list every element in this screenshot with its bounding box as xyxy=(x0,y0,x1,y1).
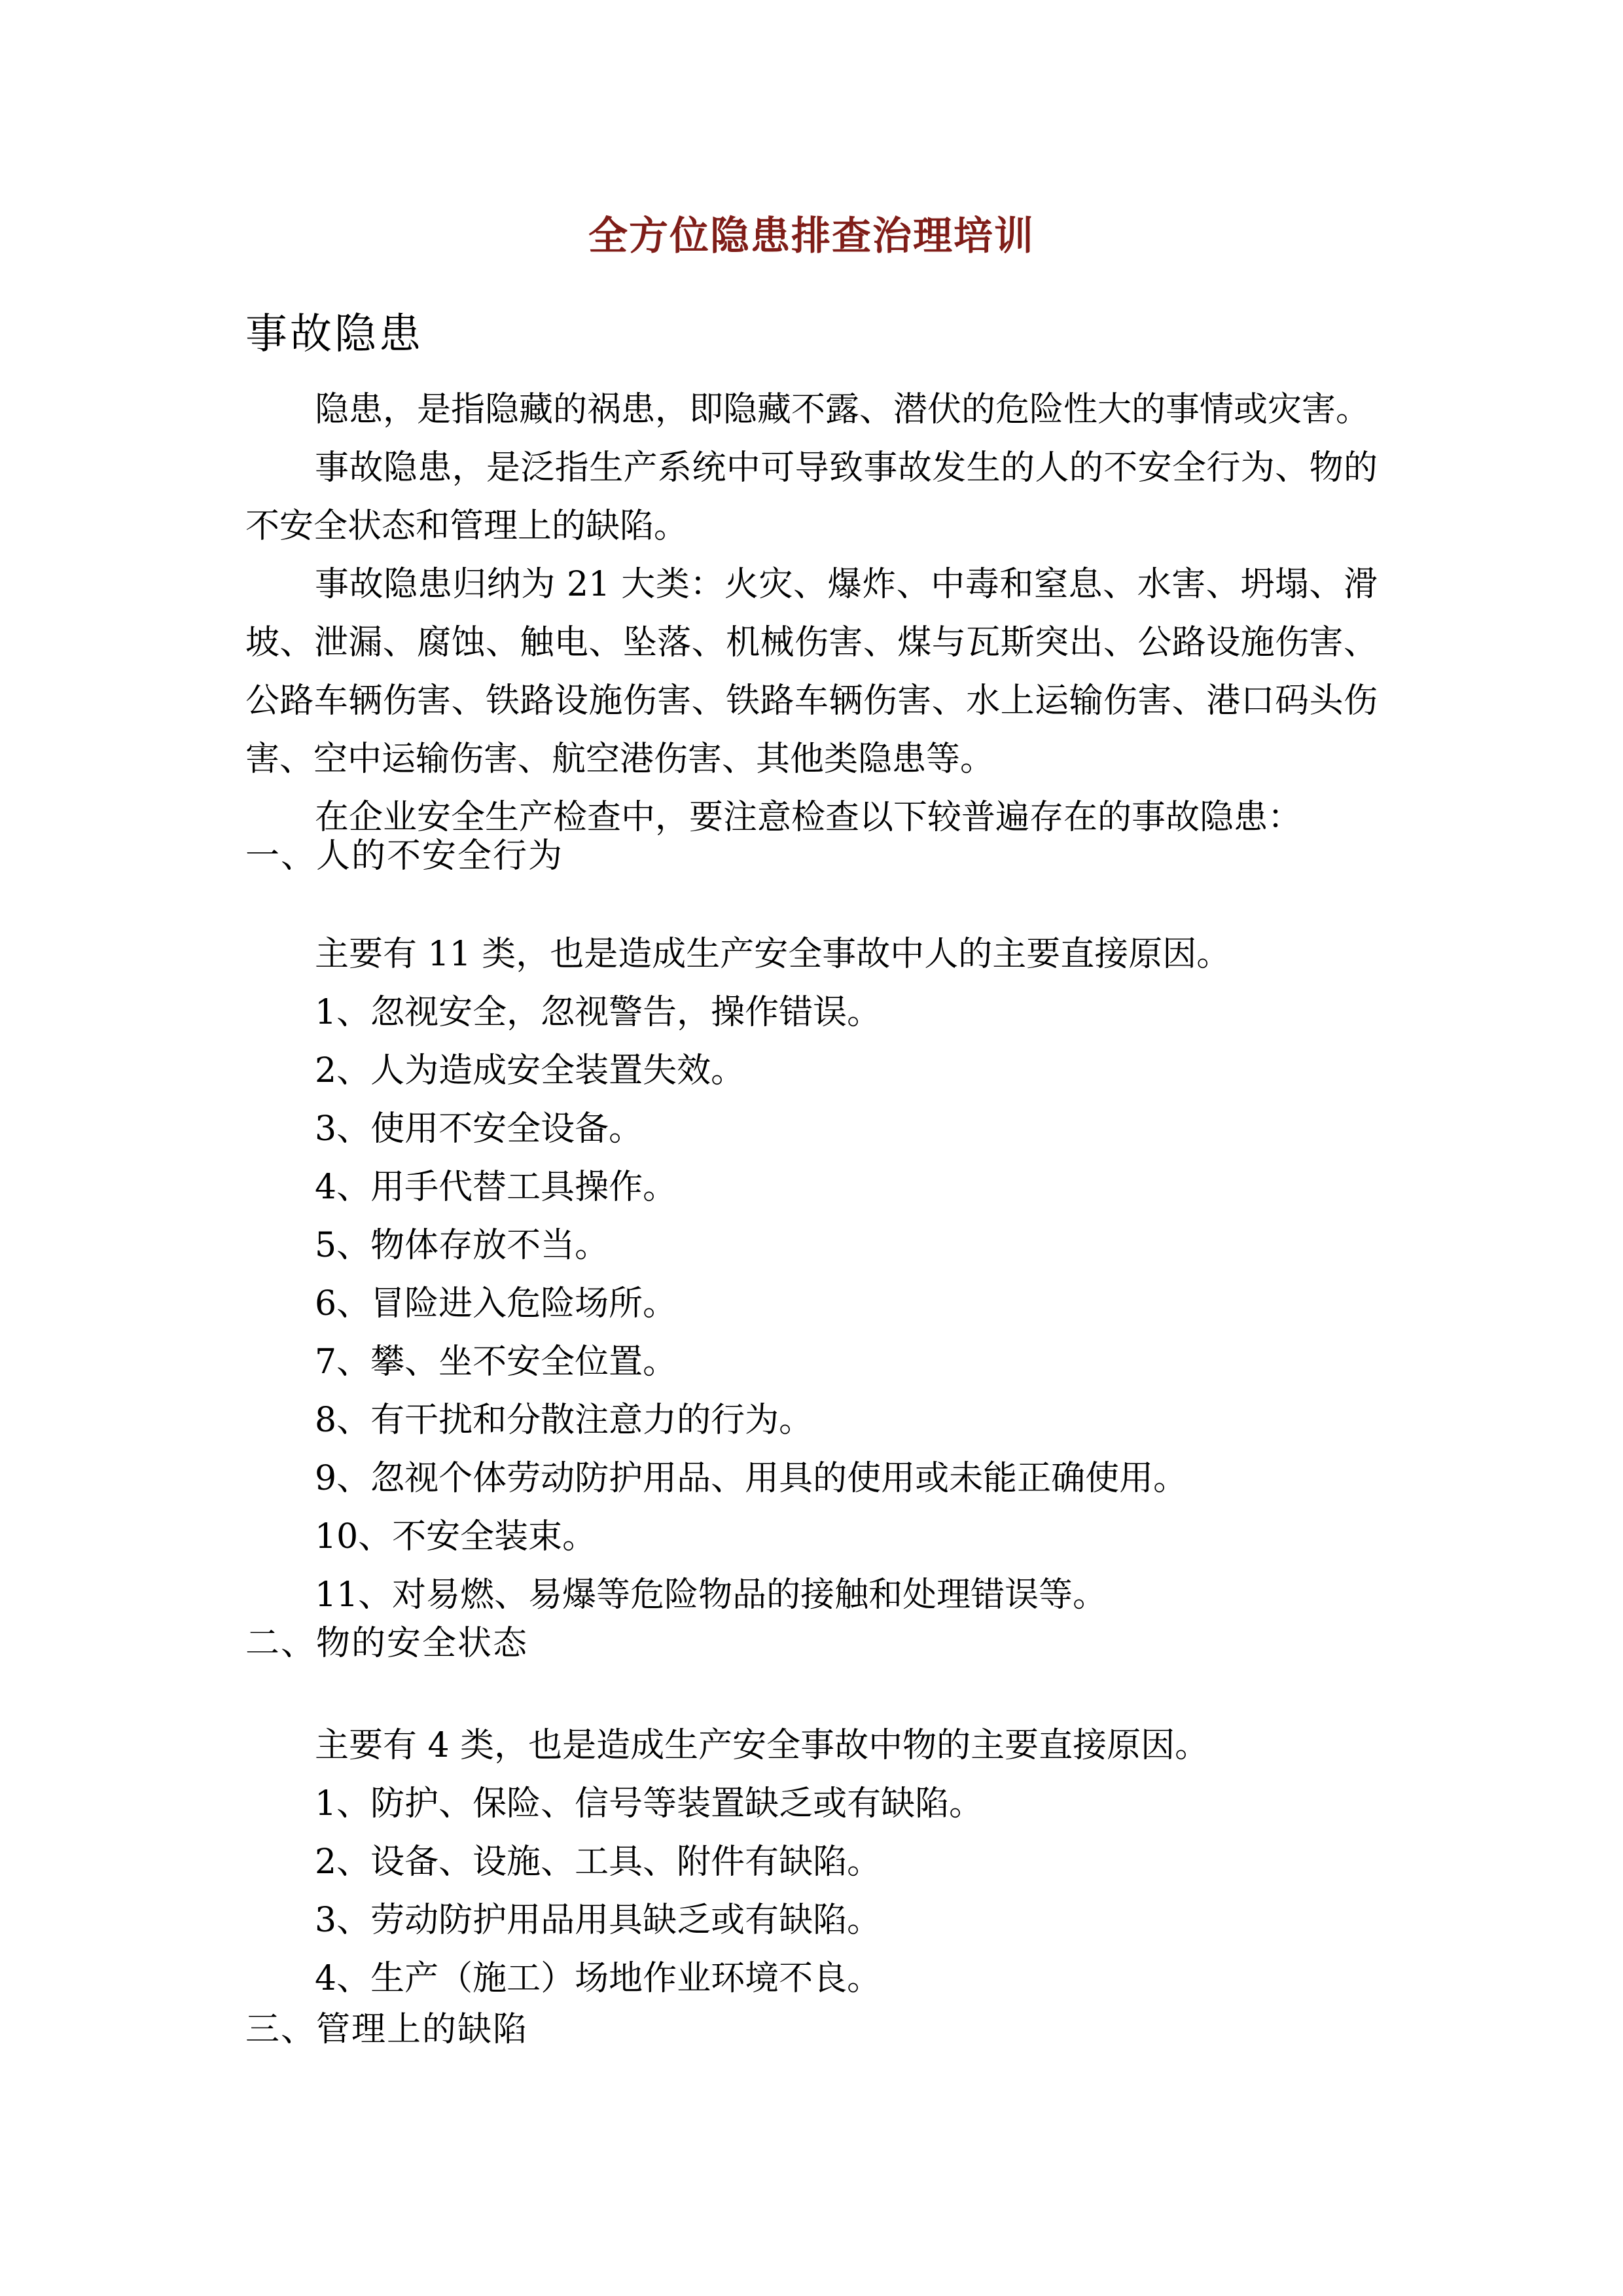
list-item: 2、设备、设施、工具、附件有缺陷。 xyxy=(315,1842,882,1882)
list-item: 10、不安全装束。 xyxy=(315,1517,597,1556)
list-item: 4、用手代替工具操作。 xyxy=(315,1168,677,1207)
list-item: 3、使用不安全设备。 xyxy=(315,1109,643,1149)
list-item: 8、有干扰和分散注意力的行为。 xyxy=(315,1401,813,1440)
list-item: 9、忽视个体劳动防护用品、用具的使用或未能正确使用。 xyxy=(315,1459,1188,1498)
list-item: 3、劳动防护用品用具缺乏或有缺陷。 xyxy=(315,1901,882,1940)
section-intro: 主要有 4 类，也是造成生产安全事故中物的主要直接原因。 xyxy=(315,1726,1209,1765)
list-item: 11、对易燃、易爆等危险物品的接触和处理错误等。 xyxy=(315,1575,1107,1615)
paragraph: 事故隐患，是泛指生产系统中可导致事故发生的人的不安全行为、物的不安全状态和管理上的缺陷。 xyxy=(245,448,1378,546)
section-heading-2: 二、物的安全状态 xyxy=(245,1624,529,1663)
list-item: 1、防护、保险、信号等装置缺乏或有缺陷。 xyxy=(315,1784,984,1823)
intro-paragraphs xyxy=(245,381,1378,847)
section-1-body xyxy=(245,925,1378,1624)
paragraph: 在企业安全生产检查中，要注意检查以下较普遍存在的事故隐患： xyxy=(315,798,1302,837)
section-heading-1: 一、人的不安全行为 xyxy=(245,836,564,876)
section-intro: 主要有 11 类，也是造成生产安全事故中人的主要直接原因。 xyxy=(315,935,1231,974)
list-item: 6、冒险进入危险场所。 xyxy=(315,1284,677,1323)
list-item: 4、生产（施工）场地作业环境不良。 xyxy=(315,1959,882,1998)
section-heading-3: 三、管理上的缺陷 xyxy=(245,2010,529,2049)
list-item: 7、攀、坐不安全位置。 xyxy=(315,1342,677,1382)
paragraph: 隐患，是指隐藏的祸患，即隐藏不露、潜伏的危险性大的事情或灾害。 xyxy=(315,390,1370,429)
list-item: 5、物体存放不当。 xyxy=(315,1226,609,1265)
section-2-body xyxy=(245,1717,1378,2008)
main-heading: 事故隐患 xyxy=(245,310,423,359)
paragraph: 事故隐患归纳为 21 大类：火灾、爆炸、中毒和窒息、水害、坍塌、滑坡、泄漏、腐蚀、触电、坠落、机械伤害、煤与瓦斯突出、公路设施伤害、公路车辆伤害、铁路设施伤害、铁路车辆伤害、水上运输伤害、港口码头伤害、空中运输伤害、航空港伤害、其他类隐患等。 xyxy=(245,565,1378,779)
document-title: 全方位隐患排查治理培训 xyxy=(588,214,1035,258)
list-item: 2、人为造成安全装置失效。 xyxy=(315,1051,745,1090)
list-item: 1、忽视安全，忽视警告，操作错误。 xyxy=(315,993,882,1032)
